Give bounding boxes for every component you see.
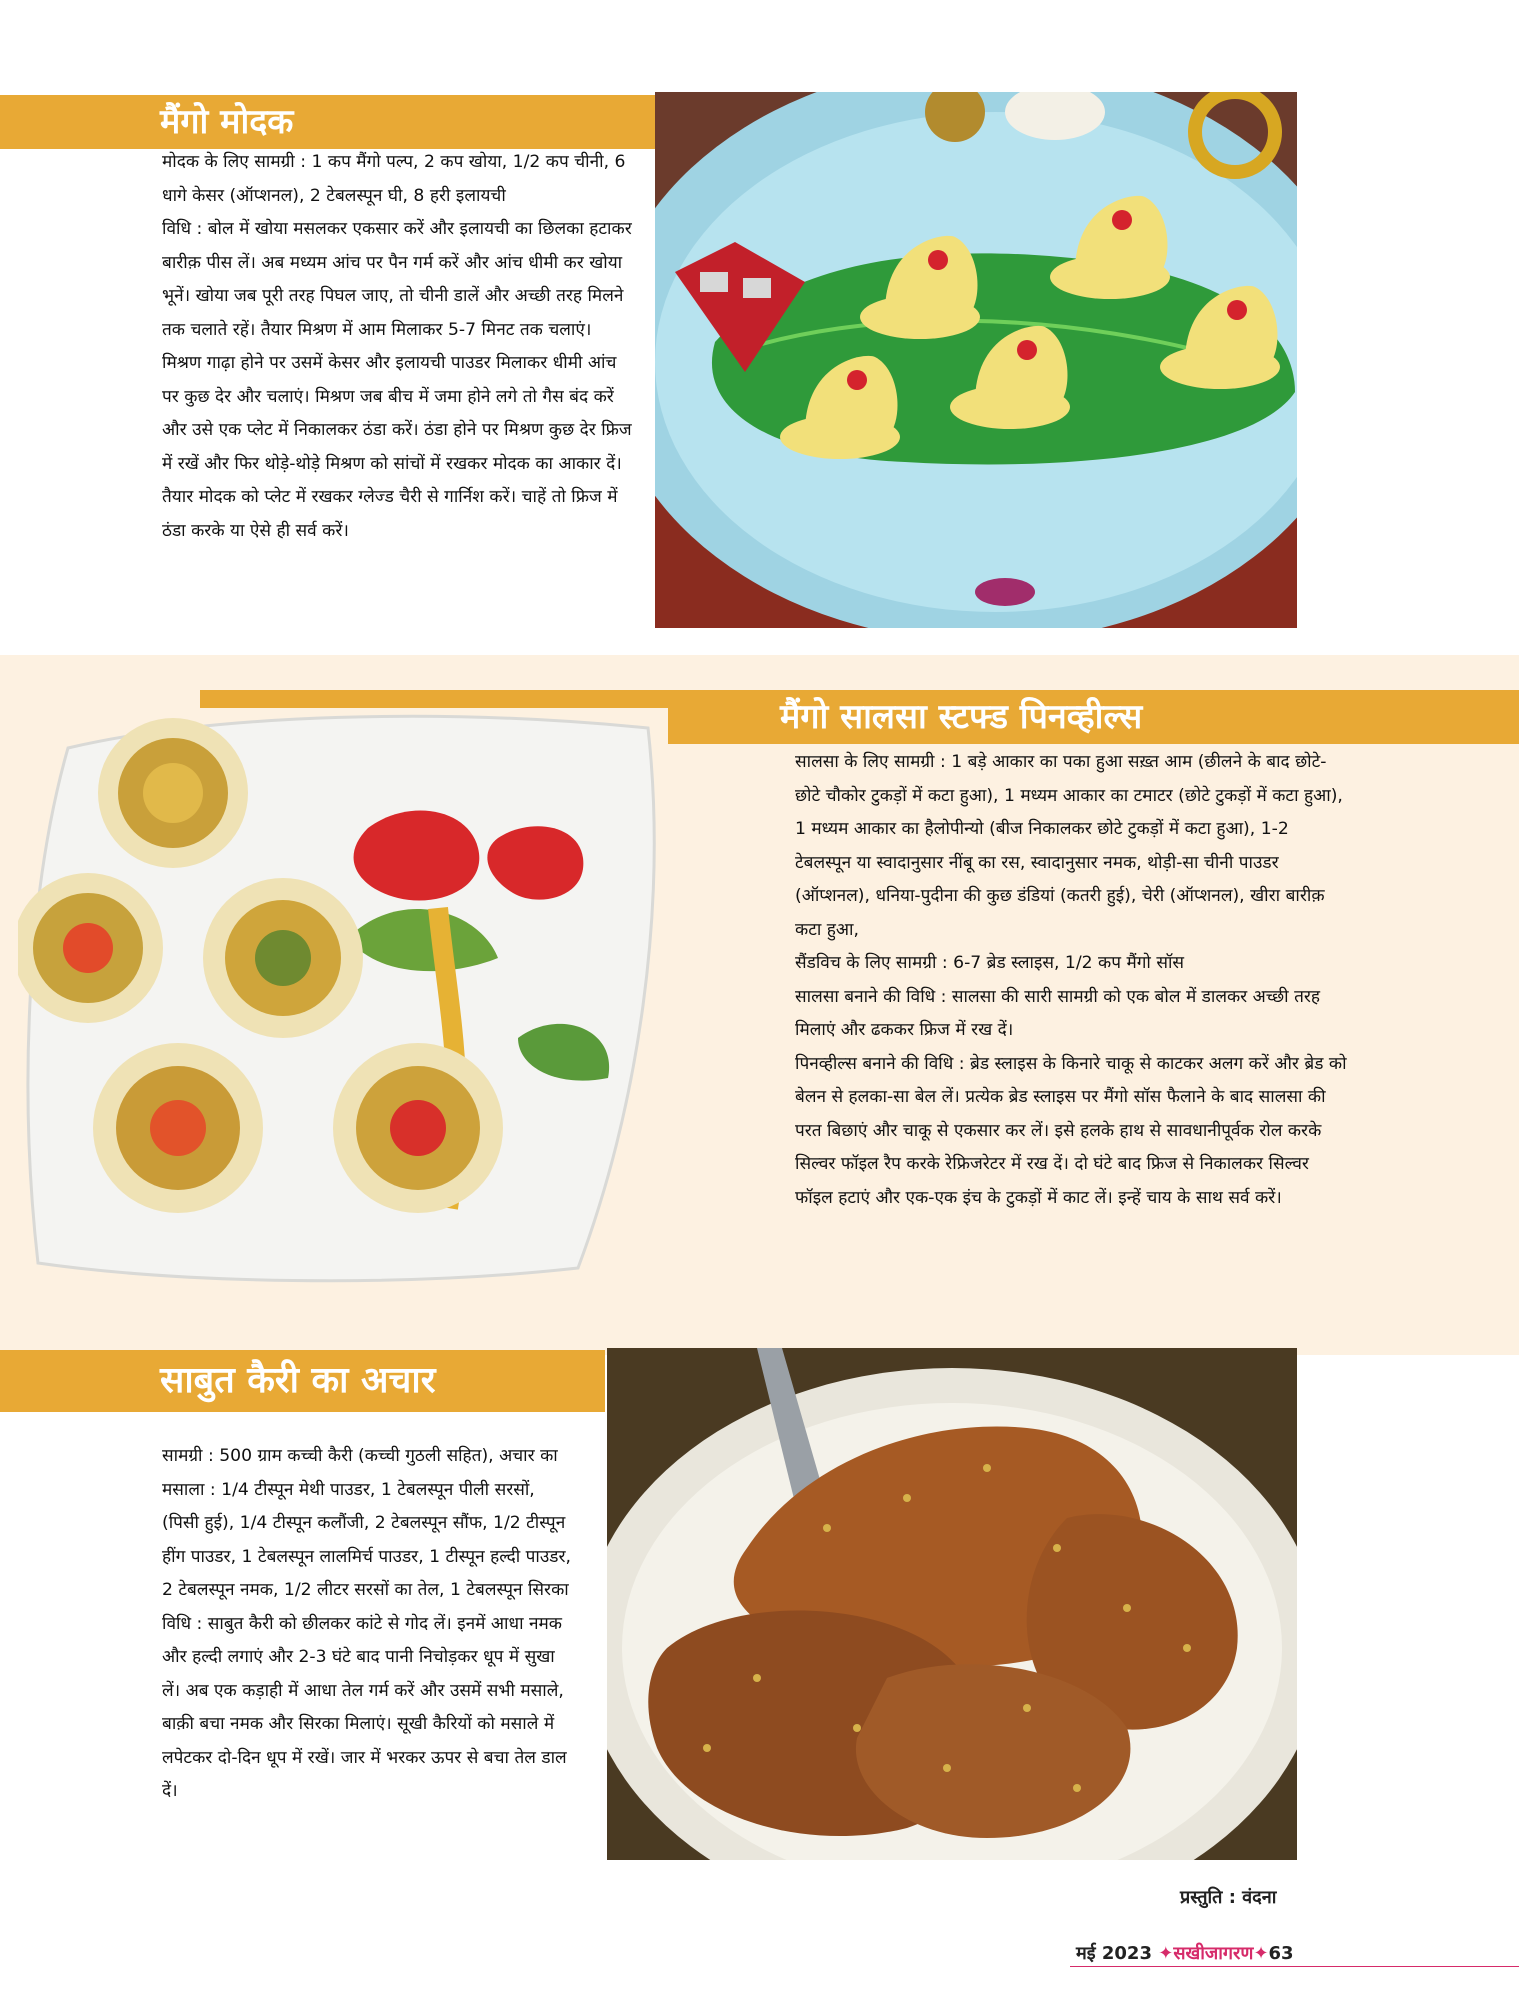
pinwheels-method: पिनव्हील्स बनाने की विधि : ब्रेड स्लाइस के किनारे चाकू से काटकर अलग करें और ब्रेड को बेलन से हलका-सा बेल लें। प्रत्येक ब्रेड स्लाइस पर मैंगो सॉस फैलाने के बाद सालसा की परत बिछाएं और चाकू से एकसार कर लें। इसे हलके हाथ से सावधानीपूर्वक रोल करके सिल्वर फॉइल रैप करके रेफ्रिजरेटर में रख दें। दो घंटे बाद फ्रिज से निकालकर सिल्वर फॉइल हटाएं और एक-एक इंच के टुकड़ों में काट लें। इन्हें चाय के साथ सर्व करें। (795, 1053, 1347, 1208)
achar-photo-svg (607, 1348, 1297, 1860)
modak-ingredients: मोदक के लिए सामग्री : 1 कप मैंगो पल्प, 2 कप खोया, 1/2 कप चीनी, 6 धागे केसर (ऑप्शनल), 2 टेबलस्पून घी, 8 हरी इलायची (162, 152, 626, 206)
pinwheels-photo (18, 708, 668, 1288)
pinwheels-photo-svg (18, 708, 668, 1288)
footer-rule (1070, 1966, 1519, 1967)
achar-title-bar (0, 1350, 605, 1412)
achar-photo (607, 1348, 1297, 1860)
star-icon: ✦ (1253, 1943, 1269, 1964)
footer-page-number: 63 (1268, 1943, 1294, 1964)
footer-brand: सखीजागरण (1173, 1943, 1254, 1964)
credit-line (1180, 1885, 1276, 1909)
modak-recipe-text (162, 146, 632, 548)
modak-photo-svg (655, 92, 1297, 628)
pinwheels-recipe-text (795, 746, 1350, 1215)
modak-photo (655, 92, 1297, 628)
pinwheels-salsa-ingredients: सालसा के लिए सामग्री : 1 बड़े आकार का पका हुआ सख़्त आम (छीलने के बाद छोटे-छोटे चौकोर टुकड़ों में कटा हुआ), 1 मध्यम आकार का टमाटर (छोटे टुकड़ों में कटा हुआ), 1 मध्यम आकार का हैलोपीन्यो (बीज निकालकर छोटे टुकड़ों में कटा हुआ), 1-2 टेबलस्पून या स्वादानुसार नींबू का रस, स्वादानुसार नमक, थोड़ी-सा चीनी पाउडर (ऑप्शनल), धनिया-पुदीना की कुछ डंडियां (कतरी हुई), चेरी (ऑप्शनल), खीरा बारीक़ कटा हुआ, (795, 752, 1343, 940)
star-icon: ✦ (1158, 1943, 1174, 1964)
achar-recipe-text (162, 1440, 572, 1809)
page-footer (1076, 1941, 1294, 1965)
achar-method: विधि : साबुत कैरी को छीलकर कांटे से गोद लें। इनमें आधा नमक और हल्दी लगाएं और 2-3 घंटे बाद पानी निचोड़कर धूप में सुखा लें। अब एक कड़ाही में आधा तेल गर्म करें और उसमें सभी मसाले, बाक़ी बचा नमक और सिरका मिलाएं। सूखी कैरियों को मसाले में लपेटकर दो-दिन धूप में रखें। जार में भरकर ऊपर से बचा तेल डाल दें। (162, 1613, 567, 1801)
modak-title: मैंगो मोदक (160, 102, 294, 142)
footer-month: मई 2023 (1076, 1943, 1152, 1964)
pinwheels-title: मैंगो सालसा स्टफ्ड पिनव्हील्स (780, 697, 1143, 737)
pinwheels-salsa-method: सालसा बनाने की विधि : सालसा की सारी सामग्री को एक बोल में डालकर अच्छी तरह मिलाएं और ढककर फ्रिज में रख दें। (795, 986, 1321, 1040)
achar-title: साबुत कैरी का अचार (160, 1360, 436, 1401)
pinwheels-sandwich-ingredients: सैंडविच के लिए सामग्री : 6-7 ब्रेड स्लाइस, 1/2 कप मैंगो सॉस (795, 953, 1185, 973)
credit-text: प्रस्तुति : वंदना (1180, 1887, 1277, 1908)
modak-title-bar (0, 95, 655, 149)
modak-method: विधि : बोल में खोया मसलकर एकसार करें और इलायची का छिलका हटाकर बारीक़ पीस लें। अब मध्यम आंच पर पैन गर्म करें और आंच धीमी कर खोया भूनें। खोया जब पूरी तरह पिघल जाए, तो चीनी डालें और अच्छी तरह मिलने तक चलाते रहें। तैयार मिश्रण में आम मिलाकर 5-7 मिनट तक चलाएं। मिश्रण गाढ़ा होने पर उसमें केसर और इलायची पाउडर मिलाकर धीमी आंच पर कुछ देर और चलाएं। मिश्रण जब बीच में जमा होने लगे तो गैस बंद करें और उसे एक प्लेट में निकालकर ठंडा करें। ठंडा होने पर मिश्रण कुछ देर फ्रिज में रखें और फिर थोड़े-थोड़े मिश्रण को सांचों में रखकर मोदक का आकार दें। तैयार मोदक को प्लेट में रखकर ग्लेज्ड चैरी से गार्निश करें। चाहें तो फ्रिज में ठंडा करके या ऐसे ही सर्व करें। (162, 219, 632, 541)
achar-ingredients: सामग्री : 500 ग्राम कच्ची कैरी (कच्ची गुठली सहित), अचार का मसाला : 1/4 टीस्पून मेथी पाउडर, 1 टेबलस्पून पीली सरसों, (पिसी हुई), 1/4 टीस्पून कलौंजी, 2 टेबलस्पून सौंफ, 1/2 टीस्पून हींग पाउडर, 1 टेबलस्पून लालमिर्च पाउडर, 1 टीस्पून हल्दी पाउडर, 2 टेबलस्पून नमक, 1/2 लीटर सरसों का तेल, 1 टेबलस्पून सिरका (162, 1446, 571, 1600)
